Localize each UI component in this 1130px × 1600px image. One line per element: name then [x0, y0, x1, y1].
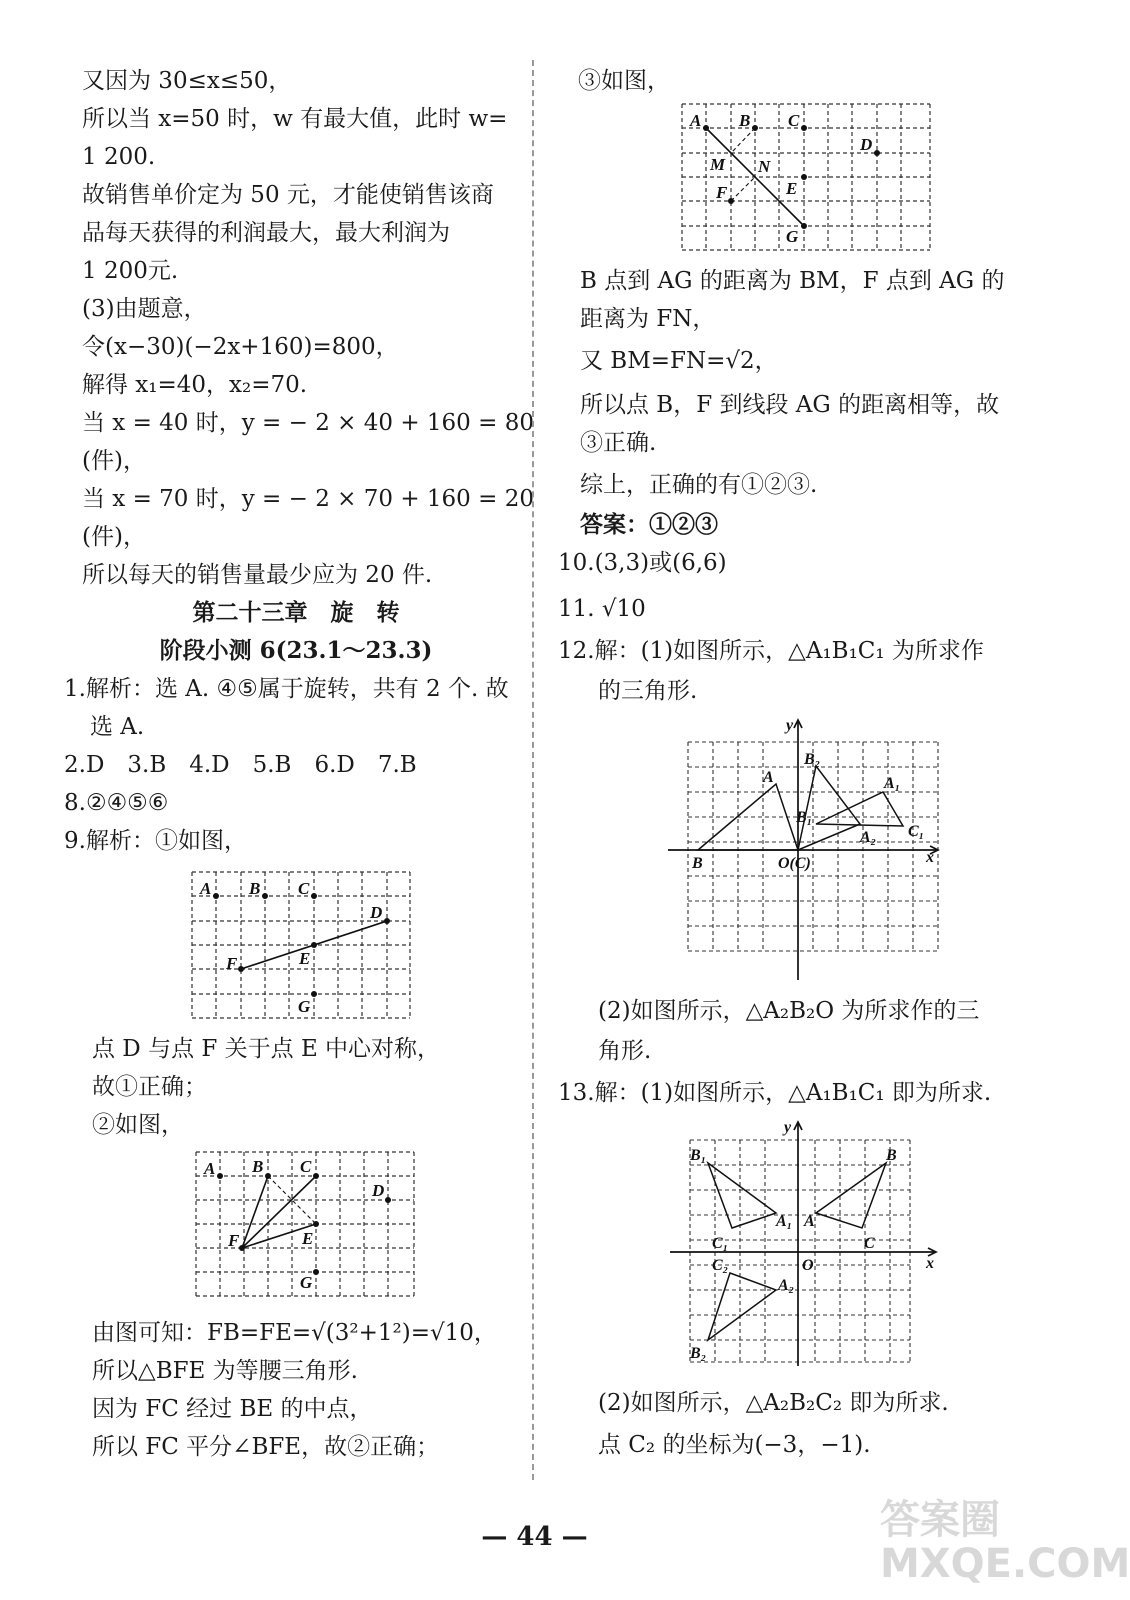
grid-figure-1: [190, 870, 412, 1020]
label-D: D: [370, 903, 383, 922]
label-A: A: [200, 879, 212, 898]
text-line: 所以当 x=50 时，w 有最大值，此时 w=: [82, 106, 508, 132]
label-D: D: [860, 135, 873, 154]
label-D: D: [372, 1181, 385, 1200]
watermark: 答案圈 MXQE.COM: [880, 1497, 1130, 1587]
text-line: 2.D 3.B 4.D 5.B 6.D 7.B: [64, 752, 417, 778]
label-E: E: [302, 1229, 314, 1248]
page-number: — 44 —: [481, 1522, 588, 1552]
label-B: B: [739, 111, 751, 130]
label-A1: A₁: [776, 1213, 793, 1230]
label-G: G: [786, 227, 799, 246]
label-B1: B₁: [690, 1147, 707, 1164]
text-line: (2)如图所示，△A₂B₂O 为所求作的三: [598, 998, 980, 1024]
label-C: C: [298, 879, 310, 898]
text-line: 所以点 B，F 到线段 AG 的距离相等，故: [580, 392, 1000, 418]
text-line: 品每天获得的利润最大，最大利润为: [82, 220, 450, 246]
label-y: y: [784, 1119, 792, 1136]
text-line: 12.解：(1)如图所示，△A₁B₁C₁ 为所求作: [558, 638, 984, 664]
text-line: 解得 x₁=40，x₂=70.: [82, 372, 308, 398]
text-line: 综上，正确的有①②③.: [580, 472, 818, 498]
label-B: B: [692, 855, 703, 872]
label-G: G: [298, 997, 311, 1016]
label-x: x: [926, 1255, 934, 1272]
text-line: (2)如图所示，△A₂B₂C₂ 即为所求.: [598, 1390, 949, 1416]
label-A2: A₂: [778, 1277, 795, 1294]
label-N: N: [758, 157, 771, 176]
label-F: F: [226, 954, 238, 973]
text-line: 当 x = 40 时，y = − 2 × 40 + 160 = 80: [82, 410, 534, 436]
label-A: A: [204, 1159, 216, 1178]
text-line: 所以 FC 平分∠BFE，故②正确；: [92, 1434, 440, 1460]
label-A1: A₁: [884, 775, 901, 792]
label-C2: C₂: [712, 1257, 729, 1274]
label-E: E: [299, 949, 311, 968]
text-line: 选 A.: [90, 714, 145, 740]
text-line: 又 BM=FN=√2，: [580, 348, 778, 374]
text-line: 故销售单价定为 50 元，才能使销售该商: [82, 182, 494, 208]
text-line: 又因为 30≤x≤50，: [82, 68, 292, 94]
text-line: 点 D 与点 F 关于点 E 中心对称，: [92, 1036, 441, 1062]
grid-figure-2: [194, 1150, 416, 1298]
label-C: C: [300, 1157, 312, 1176]
text-line: 的三角形.: [598, 678, 698, 704]
label-A: A: [690, 111, 702, 130]
label-A: A: [763, 769, 774, 786]
label-E: E: [786, 179, 798, 198]
label-F: F: [228, 1231, 240, 1250]
text-line: 1.解析：选 A. ④⑤属于旋转，共有 2 个. 故: [64, 676, 509, 702]
text-line: 1 200元.: [82, 258, 179, 284]
grid-figure-3: [680, 102, 932, 252]
label-F: F: [716, 183, 728, 202]
answer-line: 答案：①②③: [580, 511, 718, 538]
text-line: ③正确.: [580, 430, 657, 456]
label-B1: B₁: [796, 809, 813, 826]
label-A: A: [804, 1213, 815, 1230]
text-line: ③如图，: [578, 68, 670, 94]
label-A2: A₂: [860, 829, 877, 846]
label-M: M: [710, 155, 726, 174]
label-C: C: [864, 1235, 875, 1252]
text-line: 13.解：(1)如图所示，△A₁B₁C₁ 即为所求.: [558, 1080, 992, 1106]
label-B: B: [252, 1157, 264, 1176]
text-line: ②如图，: [92, 1112, 184, 1138]
text-line: 10.(3,3)或(6,6): [558, 550, 727, 576]
text-line: 1 200.: [82, 144, 156, 170]
text-line: 当 x = 70 时，y = − 2 × 70 + 160 = 20: [82, 486, 534, 512]
section-title: 阶段小测 6(23.1～23.3): [159, 637, 433, 664]
label-C1: C₁: [908, 823, 925, 840]
label-G: G: [300, 1273, 313, 1292]
text-line: 8.②④⑤⑥: [64, 790, 169, 816]
coordinate-figure-5: [668, 1118, 948, 1368]
text-line: (3)由题意，: [82, 296, 207, 322]
coordinate-figure-4: [668, 716, 948, 984]
chapter-title: 第二十三章 旋 转: [192, 599, 400, 626]
label-C1: C₁: [712, 1235, 729, 1252]
column-divider: [532, 60, 534, 1480]
text-line: B 点到 AG 的距离为 BM，F 点到 AG 的: [580, 268, 1005, 294]
label-O: O(C): [778, 855, 811, 872]
label-x: x: [926, 849, 934, 866]
text-line: 因为 FC 经过 BE 的中点，: [92, 1396, 373, 1422]
text-line: 点 C₂ 的坐标为(−3，−1).: [598, 1432, 871, 1458]
text-line: 所以△BFE 为等腰三角形.: [92, 1358, 358, 1384]
label-B2: B₂: [804, 751, 821, 768]
label-B2: B₂: [690, 1345, 707, 1362]
label-O: O: [802, 1257, 814, 1274]
text-line: 11. √10: [558, 596, 646, 622]
text-line: (件)，: [82, 448, 146, 474]
text-line: 9.解析：①如图，: [64, 828, 247, 854]
text-line: 距离为 FN，: [580, 306, 716, 332]
text-line: 故①正确；: [92, 1074, 207, 1100]
label-B: B: [886, 1147, 897, 1164]
text-line: 所以每天的销售量最少应为 20 件.: [82, 562, 433, 588]
text-line: (件)，: [82, 524, 146, 550]
text-line: 令(x−30)(−2x+160)=800，: [82, 334, 399, 360]
text-line: 角形.: [598, 1038, 652, 1064]
label-C: C: [788, 111, 800, 130]
text-line: 由图可知：FB=FE=√(3²+1²)=√10，: [92, 1320, 497, 1346]
label-y: y: [786, 717, 794, 734]
label-B: B: [249, 879, 261, 898]
